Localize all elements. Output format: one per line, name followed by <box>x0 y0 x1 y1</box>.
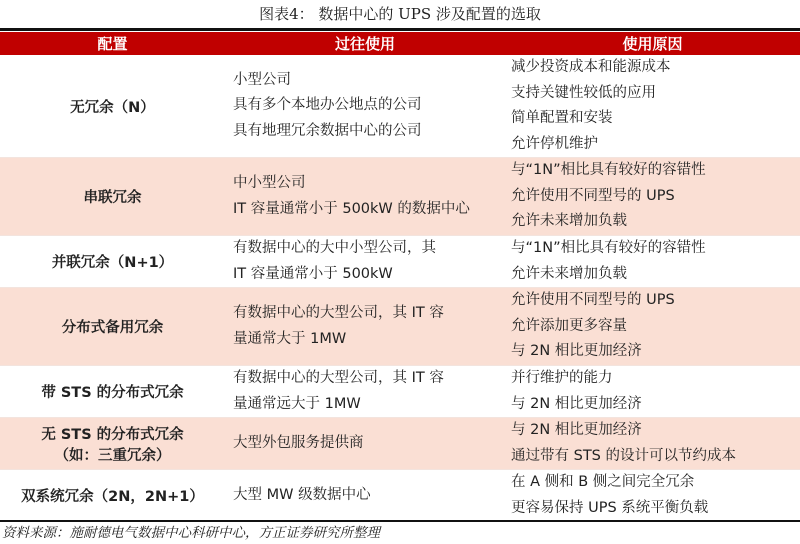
cell-line: 通过带有 STS 的设计可以节约成本 <box>511 447 736 464</box>
usage-cell <box>225 55 505 158</box>
cell-line: 允许使用不同型号的 UPS <box>511 292 675 309</box>
table-row <box>0 55 800 158</box>
cell-line: 中小型公司 <box>233 175 306 191</box>
reasons-cell <box>505 236 800 288</box>
cell-line: 允许添加更多容量 <box>511 317 627 334</box>
cell-line: 无 STS 的分布式冗余 <box>41 426 184 443</box>
reasons-cell <box>505 288 800 366</box>
config-cell <box>0 236 225 288</box>
table-row <box>0 288 800 366</box>
cell-line: 允许使用不同型号的 UPS <box>511 187 675 204</box>
reasons-cell <box>505 366 800 418</box>
cell-line: 大型外包服务提供商 <box>233 434 364 451</box>
usage-cell <box>225 366 505 418</box>
reasons-cell <box>505 158 800 236</box>
top-rule <box>0 28 800 31</box>
cell-line: 量通常大于 1MW <box>233 330 347 347</box>
cell-line: 有数据中心的大中小型公司，其 <box>233 240 436 256</box>
cell-line: 支持关键性较低的应用 <box>511 84 656 101</box>
cell-line: 并联冗余（N+1） <box>51 255 174 271</box>
reasons-cell <box>505 470 800 522</box>
cell-line: 与“1N”相比具有较好的容错性 <box>511 240 706 256</box>
config-cell <box>0 158 225 236</box>
config-cell <box>0 366 225 418</box>
cell-line: 带 STS 的分布式冗余 <box>41 385 184 401</box>
table-row <box>0 470 800 522</box>
cell-line: 与“1N”相比具有较好的容错性 <box>511 162 706 179</box>
config-cell <box>0 55 225 158</box>
config-cell <box>0 418 225 470</box>
cell-line: 分布式备用冗余 <box>61 320 164 336</box>
table-title: 图表4： 数据中心的 UPS 涉及配置的选取 <box>259 5 541 23</box>
cell-line: 允许停机维护 <box>511 135 598 152</box>
table-row <box>0 236 800 288</box>
cell-line: 更容易保持 UPS 系统平衡负载 <box>511 499 709 516</box>
cell-line: 在 A 侧和 B 侧之间完全冗余 <box>511 474 695 490</box>
reasons-cell <box>505 55 800 158</box>
cell-line: 具有多个本地办公地点的公司 <box>233 97 422 114</box>
table-row <box>0 366 800 418</box>
header-config: 配置 <box>0 32 225 55</box>
ups-config-table <box>0 32 800 522</box>
config-cell <box>0 470 225 522</box>
cell-line: 有数据中心的大型公司，其 IT 容 <box>233 370 444 386</box>
usage-cell <box>225 288 505 366</box>
cell-line: 与 2N 相比更加经济 <box>511 422 642 438</box>
cell-line: 串联冗余 <box>83 190 142 206</box>
cell-line: 与 2N 相比更加经济 <box>511 343 642 360</box>
cell-line: 具有地理冗余数据中心的公司 <box>233 122 422 139</box>
cell-line: 小型公司 <box>233 71 291 88</box>
cell-line: （如：三重冗余） <box>54 447 171 464</box>
cell-line: IT 容量通常小于 500kW <box>233 265 393 282</box>
reasons-cell <box>505 418 800 470</box>
cell-line: 并行维护的能力 <box>511 370 613 386</box>
cell-line: 简单配置和安装 <box>511 110 613 126</box>
cell-line: 减少投资成本和能源成本 <box>511 59 671 75</box>
cell-line: 允许未来增加负载 <box>511 265 627 282</box>
cell-line: 无冗余（N） <box>70 99 155 116</box>
cell-line: 允许未来增加负载 <box>511 213 627 230</box>
cell-line: 与 2N 相比更加经济 <box>511 395 642 412</box>
usage-cell <box>225 158 505 236</box>
cell-line: 量通常远大于 1MW <box>233 395 361 412</box>
cell-line: IT 容量通常小于 500kW 的数据中心 <box>233 200 470 217</box>
header-reasons: 使用原因 <box>505 32 800 55</box>
table-header <box>0 32 800 55</box>
header-usage: 过往使用 <box>225 32 505 55</box>
cell-line: 大型 MW 级数据中心 <box>233 486 371 503</box>
usage-cell <box>225 236 505 288</box>
config-cell <box>0 288 225 366</box>
usage-cell <box>225 470 505 522</box>
table-row <box>0 418 800 470</box>
source-note: 资料来源：施耐德电气数据中心科研中心，方正证券研究所整理 <box>2 525 380 541</box>
usage-cell <box>225 418 505 470</box>
cell-line: 双系统冗余（2N，2N+1） <box>21 489 204 505</box>
table-row <box>0 158 800 236</box>
cell-line: 有数据中心的大型公司，其 IT 容 <box>233 305 444 321</box>
